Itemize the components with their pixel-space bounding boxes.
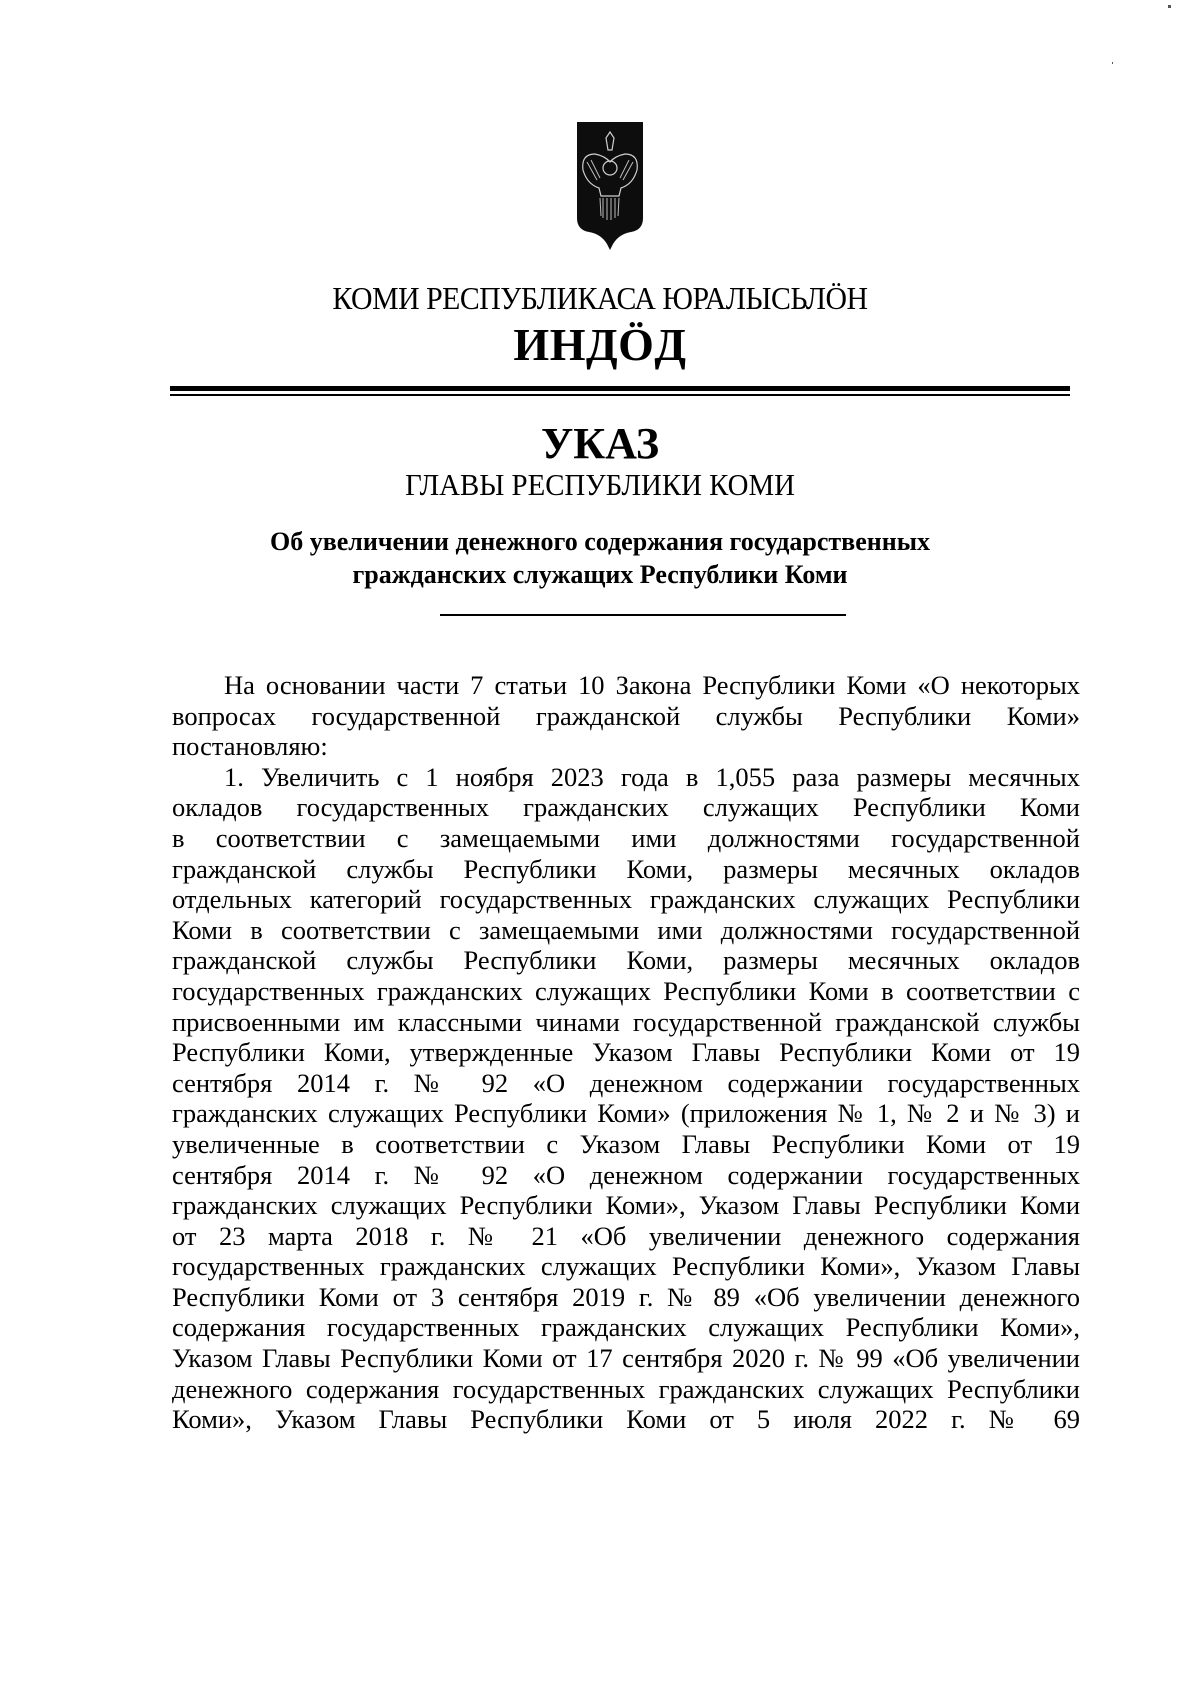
komi-emblem-icon <box>575 110 645 260</box>
body-line: присвоенными им классными чинами государственной гражданской службы <box>172 1006 1080 1037</box>
komi-header-line: КОМИ РЕСПУБЛИКАСА ЮРАЛЫСЬЛӦН <box>332 280 868 316</box>
coat-of-arms-emblem <box>575 110 645 260</box>
body-line: На основании части 7 статьи 10 Закона Республики Коми «О некоторых <box>224 670 1080 700</box>
scan-speck <box>1112 62 1113 64</box>
title-underline <box>440 614 846 616</box>
body-line: государственных гражданских служащих Республики Коми», Указом Главы <box>172 1251 1080 1282</box>
body-line: гражданских служащих Республики Коми», Указом Главы Республики Коми <box>172 1190 1080 1221</box>
body-line: Коми в соответствии с замещаемыми ими должностями государственной <box>172 914 1080 945</box>
header-divider-thick <box>170 386 1070 391</box>
body-line: денежного содержания государственных гражданских служащих Республики <box>172 1373 1080 1404</box>
body-line: Республики Коми, утвержденные Указом Главы Республики Коми от 19 <box>172 1037 1080 1068</box>
body-line: 1. Увеличить с 1 ноября 2023 года в 1,055 раза размеры месячных <box>224 761 1080 792</box>
body-line: увеличенные в соответствии с Указом Главы Республики Коми от 19 <box>172 1128 1080 1159</box>
body-line: в соответствии с замещаемыми ими должностями государственной <box>172 822 1080 853</box>
document-type: УКАЗ <box>540 419 660 468</box>
body-line: от 23 марта 2018 г. № 21 «Об увеличении денежного содержания <box>172 1220 1080 1251</box>
body-line: вопросах государственной гражданской службы Республики Коми» <box>172 700 1080 731</box>
document-title-line: гражданских служащих Республики Коми <box>352 560 848 589</box>
body-line: Указом Главы Республики Коми от 17 сентября 2020 г. № 99 «Об увеличении <box>172 1343 1080 1374</box>
scan-speck <box>1168 5 1171 8</box>
body-line: государственных гражданских служащих Республики Коми в соответствии с <box>172 975 1080 1006</box>
body-line: сентября 2014 г. № 92 «О денежном содержании государственных <box>172 1159 1080 1190</box>
body-line: отдельных категорий государственных гражданских служащих Республики <box>172 884 1080 915</box>
document-issuer: ГЛАВЫ РЕСПУБЛИКИ КОМИ <box>405 467 795 502</box>
preamble-paragraph <box>172 670 1080 762</box>
document-title-line: Об увеличении денежного содержания государственных <box>269 527 931 556</box>
body-line: содержания государственных гражданских служащих Республики Коми», <box>172 1312 1080 1343</box>
body-line: постановляю: <box>172 731 328 762</box>
item-1-paragraph <box>172 762 1080 1435</box>
komi-header-title: ИНДӦД <box>513 319 687 370</box>
body-line: сентября 2014 г. № 92 «О денежном содержании государственных <box>172 1067 1080 1098</box>
body-line: окладов государственных гражданских служащих Республики Коми <box>172 792 1080 823</box>
header-divider-thin <box>170 394 1070 396</box>
body-line: Коми», Указом Главы Республики Коми от 5 июля 2022 г. № 69 <box>172 1404 1080 1435</box>
body-line: гражданской службы Республики Коми, размеры месячных окладов <box>172 945 1080 976</box>
body-line: гражданской службы Республики Коми, размеры месячных окладов <box>172 853 1080 884</box>
body-line: Республики Коми от 3 сентября 2019 г. № 89 «Об увеличении денежного <box>172 1281 1080 1312</box>
body-line: гражданских служащих Республики Коми» (приложения № 1, № 2 и № 3) и <box>172 1098 1080 1129</box>
document-title <box>0 525 1200 591</box>
document-body <box>172 670 1080 1435</box>
